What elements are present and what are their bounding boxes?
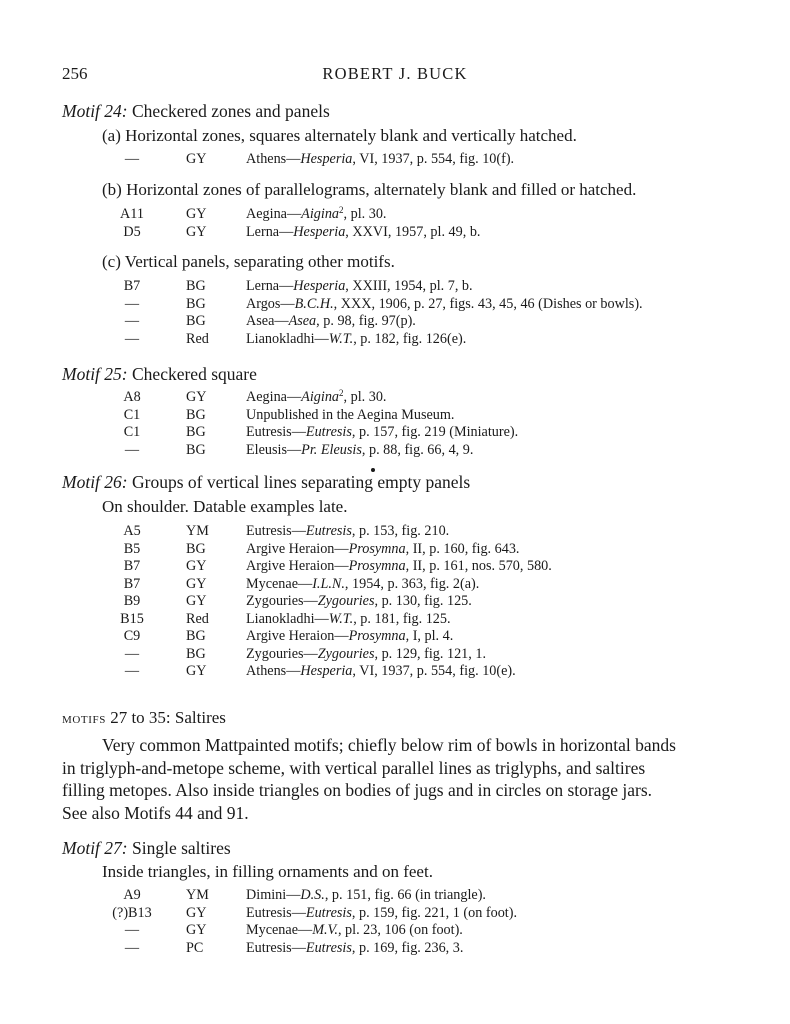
running-head: ROBERT J. BUCK: [322, 64, 468, 83]
reference: [246, 887, 486, 904]
reference-site: Lerna—: [246, 223, 294, 240]
catalog-row: [0, 206, 790, 223]
reference: [246, 523, 449, 540]
motif-label: Motif 27:: [62, 838, 128, 858]
reference: [246, 442, 473, 459]
reference-publication: Zygouries: [317, 645, 375, 662]
reference-details: , I, pl. 4.: [405, 628, 454, 644]
catalog-code: D5: [123, 223, 141, 240]
catalog-code: C1: [123, 424, 141, 440]
motif-25-heading: [62, 364, 257, 385]
catalog-row: [0, 905, 790, 922]
ware-class: GY: [186, 389, 207, 405]
catalog-row: [0, 224, 790, 241]
reference-site: Argive Heraion—: [246, 628, 349, 644]
reference-site: Mycenae—: [246, 575, 313, 592]
motif-title: Single saltires: [127, 838, 231, 858]
reference-site: Argive Heraion—: [246, 558, 349, 574]
catalog-code: B15: [120, 610, 144, 627]
ware-class: BG: [186, 424, 206, 440]
reference: [246, 576, 479, 593]
catalog-code: B9: [123, 593, 141, 609]
catalog-code: A5: [123, 523, 141, 539]
reference-publication: Aigina: [301, 389, 340, 405]
motif-24-sub-a: (a) Horizontal zones, squares alternately blank and vertically hatched.: [102, 126, 577, 145]
catalog-row: [0, 940, 790, 957]
reference: [246, 278, 473, 295]
reference-publication: Prosymna: [348, 558, 406, 574]
catalog-row: [0, 593, 790, 610]
reference-details: , VI, 1937, p. 554, fig. 10(e).: [352, 663, 516, 679]
reference-site: Eutresis—: [246, 523, 306, 539]
motif-27-heading: [62, 838, 231, 859]
catalog-code: C1: [123, 406, 141, 423]
reference: [246, 151, 514, 168]
reference-publication: I.L.N.: [312, 575, 345, 592]
reference: [246, 940, 463, 957]
reference: [246, 663, 516, 680]
reference-site: Athens—: [246, 151, 301, 167]
reference-site: Zygouries—: [246, 645, 318, 662]
reference-publication: Prosymna: [348, 628, 406, 644]
ware-class: GY: [186, 593, 207, 609]
reference-superscript: 2: [339, 388, 344, 398]
reference-site: Asea—: [246, 313, 289, 329]
reference: [246, 922, 463, 939]
reference: [246, 206, 386, 223]
reference-details: , p. 153, fig. 210.: [351, 523, 450, 539]
reference: [246, 628, 453, 645]
page-header: [62, 64, 728, 88]
reference-publication: Eutresis: [305, 904, 352, 921]
ware-class: GY: [186, 151, 207, 167]
reference-site: Athens—: [246, 663, 301, 679]
reference-details: , p. 157, fig. 219 (Miniature).: [351, 424, 519, 440]
catalog-row: [0, 278, 790, 295]
reference-details: , p. 169, fig. 236, 3.: [351, 939, 464, 956]
motif-26-note: On shoulder. Datable examples late.: [102, 497, 348, 516]
catalog-code: (?)B13: [112, 904, 152, 921]
reference-publication: B.C.H.: [294, 295, 334, 312]
catalog-row: [0, 628, 790, 645]
catalog-code: —: [124, 663, 140, 679]
catalog-row: [0, 424, 790, 441]
paragraph-line: See also Motifs 44 and 91.: [62, 802, 249, 823]
catalog-row: [0, 611, 790, 628]
motif-27-note: Inside triangles, in filling ornaments and on feet.: [102, 862, 433, 881]
reference-publication: M.V.: [312, 922, 338, 938]
ware-class: YM: [186, 887, 209, 903]
reference: [246, 331, 466, 348]
reference-publication: Eutresis: [305, 523, 352, 539]
reference-site: Argive Heraion—: [246, 540, 349, 557]
reference-publication: Eutresis: [305, 424, 352, 440]
ware-class: BG: [186, 406, 206, 423]
reference-site: Eleusis—: [246, 441, 302, 458]
reference-site: Eutresis—: [246, 939, 306, 956]
reference-site: Zygouries—: [246, 593, 318, 609]
catalog-code: B7: [123, 575, 141, 592]
reference-site: Eutresis—: [246, 904, 306, 921]
reference-details: , XXVI, 1957, pl. 49, b.: [345, 223, 481, 240]
reference-details: , pl. 23, 106 (on foot).: [337, 922, 463, 938]
reference-details: , p. 129, fig. 121, 1.: [374, 645, 486, 662]
reference-publication: Hesperia: [293, 278, 346, 294]
catalog-code: —: [124, 939, 140, 956]
reference-details: , XXX, 1906, p. 27, figs. 43, 45, 46 (Dishes or bowls).: [333, 295, 643, 312]
reference: [246, 389, 386, 406]
reference-publication: D.S.: [300, 887, 325, 903]
catalog-row: [0, 887, 790, 904]
ware-class: GY: [186, 558, 207, 574]
ware-class: Red: [186, 610, 209, 627]
reference-site: Argos—: [246, 295, 295, 312]
reference: [246, 296, 643, 313]
paragraph-line: in triglyph-and-metope scheme, with vertical parallel lines as triglyphs, and saltires: [62, 757, 646, 778]
saltires-paragraph: [62, 734, 732, 824]
reference-details: , p. 151, fig. 66 (in triangle).: [324, 887, 486, 903]
reference-publication: W.T.: [328, 330, 354, 347]
reference-site: Lerna—: [246, 278, 294, 294]
ware-class: GY: [186, 904, 207, 921]
catalog-code: —: [124, 441, 140, 458]
motif-title: Groups of vertical lines separating empty panels: [127, 472, 471, 492]
ware-class: GY: [186, 922, 207, 938]
reference-details: , pl. 30.: [343, 206, 387, 222]
ware-class: GY: [186, 663, 207, 679]
reference-details: , XXIII, 1954, pl. 7, b.: [345, 278, 473, 294]
catalog-row: [0, 389, 790, 406]
motif-26-heading: [62, 472, 470, 493]
reference-publication: Hesperia: [300, 151, 353, 167]
reference-details: , p. 98, fig. 97(p).: [316, 313, 416, 329]
catalog-code: B7: [123, 558, 141, 574]
catalog-code: —: [124, 151, 140, 167]
section-heading-rest: 27 to 35: Saltires: [105, 708, 226, 727]
reference: [246, 611, 451, 628]
catalog-code: —: [124, 313, 140, 329]
reference-details: , VI, 1937, p. 554, fig. 10(f).: [352, 151, 515, 167]
reference-publication: Eutresis: [305, 939, 352, 956]
reference: [246, 541, 519, 558]
reference-publication: Zygouries: [317, 593, 375, 609]
motif-label: Motif 24:: [62, 101, 128, 121]
catalog-code: —: [124, 295, 140, 312]
catalog-row: [0, 296, 790, 313]
motif-label: Motif 25:: [62, 364, 128, 384]
motif-title: Checkered zones and panels: [127, 101, 330, 121]
catalog-code: A8: [123, 389, 141, 405]
reference: [246, 313, 416, 330]
catalog-code: B5: [123, 540, 141, 557]
section-heading-smallcaps: motifs: [62, 710, 106, 727]
ware-class: BG: [186, 628, 206, 644]
reference-site: Mycenae—: [246, 922, 313, 938]
reference: [246, 558, 552, 575]
catalog-row: [0, 523, 790, 540]
catalog-row: [0, 663, 790, 680]
catalog-row: [0, 646, 790, 663]
reference-site: Dimini—: [246, 887, 301, 903]
reference-publication: Prosymna: [348, 540, 406, 557]
ware-class: YM: [186, 523, 209, 539]
catalog-code: —: [124, 330, 140, 347]
reference: [246, 224, 480, 241]
reference-publication: Hesperia: [293, 223, 346, 240]
reference-details: , p. 182, fig. 126(e).: [353, 330, 467, 347]
reference-details: , pl. 30.: [343, 389, 387, 405]
reference-publication: W.T.: [328, 610, 354, 627]
catalog-row: [0, 922, 790, 939]
reference-publication: Pr. Eleusis: [301, 441, 362, 458]
reference-details: , p. 88, fig. 66, 4, 9.: [361, 441, 474, 458]
reference-site: Unpublished in the Aegina Museum.: [246, 406, 455, 423]
motif-24-sub-b: (b) Horizontal zones of parallelograms, alternately blank and filled or hatched.: [102, 180, 637, 199]
reference: [246, 424, 518, 441]
reference-publication: Hesperia: [300, 663, 353, 679]
ware-class: BG: [186, 645, 206, 662]
catalog-code: A9: [123, 887, 141, 903]
ware-class: GY: [186, 575, 207, 592]
paragraph-line: filling metopes. Also inside triangles on bodies of jugs and in circles on storage jars.: [62, 780, 653, 800]
catalog-row: [0, 313, 790, 330]
catalog-code: —: [124, 922, 140, 938]
catalog-code: A11: [120, 206, 144, 222]
reference-site: Aegina—: [246, 389, 302, 405]
motif-24-sub-c: (c) Vertical panels, separating other motifs.: [102, 252, 395, 271]
reference: [246, 407, 454, 424]
catalog-row: [0, 442, 790, 459]
reference-details: , II, p. 161, nos. 570, 580.: [405, 558, 552, 574]
reference-publication: Aigina: [301, 206, 340, 222]
catalog-code: —: [124, 645, 140, 662]
reference-details: , II, p. 160, fig. 643.: [405, 540, 520, 557]
reference-details: , p. 159, fig. 221, 1 (on foot).: [351, 904, 518, 921]
motif-24-heading: [62, 101, 330, 122]
reference: [246, 593, 472, 610]
ware-class: GY: [186, 206, 207, 222]
reference: [246, 646, 486, 663]
ware-class: PC: [186, 939, 204, 956]
catalog-row: [0, 558, 790, 575]
section-heading-saltires: [62, 708, 226, 728]
catalog-row: [0, 541, 790, 558]
catalog-row: [0, 407, 790, 424]
reference-site: Aegina—: [246, 206, 302, 222]
ware-class: BG: [186, 540, 206, 557]
ware-class: BG: [186, 278, 206, 294]
catalog-row: [0, 331, 790, 348]
catalog-code: C9: [123, 628, 141, 644]
page-number: 256: [62, 64, 88, 83]
catalog-row: [0, 576, 790, 593]
reference-site: Lianokladhi—: [246, 610, 329, 627]
reference-publication: Asea: [288, 313, 317, 329]
ware-class: GY: [186, 223, 207, 240]
reference: [246, 905, 517, 922]
motif-title: Checkered square: [127, 364, 257, 384]
ware-class: BG: [186, 441, 206, 458]
reference-site: Eutresis—: [246, 424, 306, 440]
reference-details: , p. 181, fig. 125.: [353, 610, 451, 627]
reference-details: , 1954, p. 363, fig. 2(a).: [344, 575, 480, 592]
catalog-row: [0, 151, 790, 168]
reference-site: Lianokladhi—: [246, 330, 329, 347]
ware-class: BG: [186, 295, 206, 312]
reference-superscript: 2: [339, 205, 344, 215]
ware-class: Red: [186, 330, 209, 347]
catalog-code: B7: [123, 278, 141, 294]
motif-label: Motif 26:: [62, 472, 128, 492]
ware-class: BG: [186, 313, 206, 329]
reference-details: , p. 130, fig. 125.: [374, 593, 472, 609]
paragraph-line: Very common Mattpainted motifs; chiefly below rim of bowls in horizontal bands: [102, 735, 676, 755]
